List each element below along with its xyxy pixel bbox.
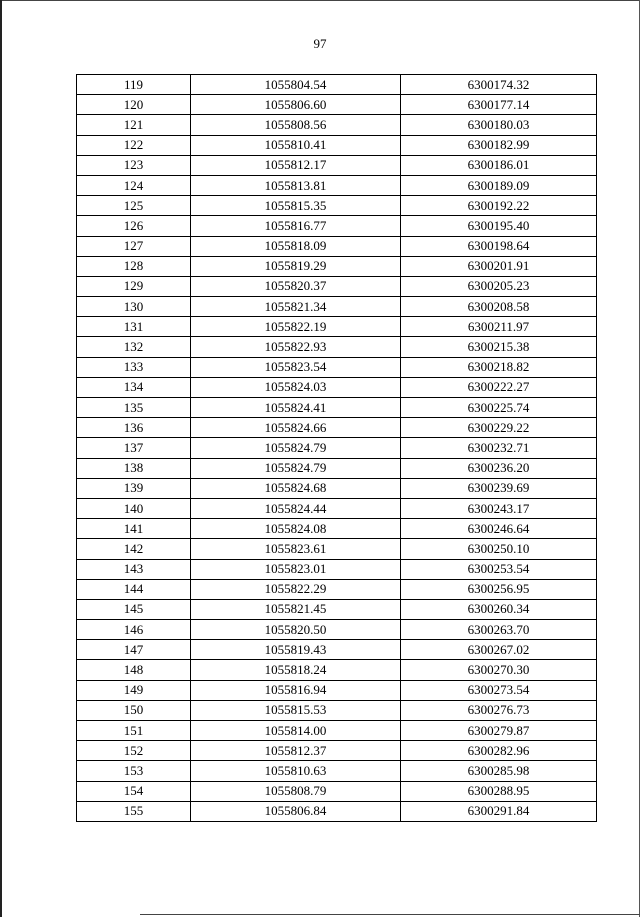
x-coordinate-cell: 1055812.37	[191, 741, 401, 761]
x-coordinate-cell: 1055824.66	[191, 418, 401, 438]
table-row	[77, 337, 597, 357]
table-row	[77, 155, 597, 175]
table-row	[77, 620, 597, 640]
point-number-cell: 151	[77, 721, 191, 741]
y-coordinate-cell: 6300195.40	[401, 216, 597, 236]
table-row	[77, 135, 597, 155]
point-number-cell: 154	[77, 781, 191, 801]
y-coordinate-cell: 6300232.71	[401, 438, 597, 458]
table-row	[77, 680, 597, 700]
point-number-cell: 119	[77, 75, 191, 95]
point-number-cell: 130	[77, 297, 191, 317]
y-coordinate-cell: 6300273.54	[401, 680, 597, 700]
x-coordinate-cell: 1055816.94	[191, 680, 401, 700]
x-coordinate-cell: 1055823.61	[191, 539, 401, 559]
y-coordinate-cell: 6300250.10	[401, 539, 597, 559]
y-coordinate-cell: 6300182.99	[401, 135, 597, 155]
table-row	[77, 196, 597, 216]
x-coordinate-cell: 1055824.08	[191, 519, 401, 539]
point-number-cell: 133	[77, 357, 191, 377]
y-coordinate-cell: 6300218.82	[401, 357, 597, 377]
point-number-cell: 138	[77, 458, 191, 478]
table-row	[77, 761, 597, 781]
table-row	[77, 377, 597, 397]
point-number-cell: 132	[77, 337, 191, 357]
x-coordinate-cell: 1055810.41	[191, 135, 401, 155]
y-coordinate-cell: 6300192.22	[401, 196, 597, 216]
point-number-cell: 144	[77, 579, 191, 599]
point-number-cell: 136	[77, 418, 191, 438]
y-coordinate-cell: 6300215.38	[401, 337, 597, 357]
x-coordinate-cell: 1055820.50	[191, 620, 401, 640]
y-coordinate-cell: 6300225.74	[401, 398, 597, 418]
table-row	[77, 357, 597, 377]
table-row	[77, 398, 597, 418]
table-row	[77, 115, 597, 135]
point-number-cell: 148	[77, 660, 191, 680]
point-number-cell: 129	[77, 276, 191, 296]
point-number-cell: 153	[77, 761, 191, 781]
table-row	[77, 478, 597, 498]
x-coordinate-cell: 1055821.34	[191, 297, 401, 317]
table-row	[77, 256, 597, 276]
y-coordinate-cell: 6300189.09	[401, 175, 597, 195]
table-row	[77, 236, 597, 256]
x-coordinate-cell: 1055821.45	[191, 599, 401, 619]
table-row	[77, 801, 597, 821]
table-row	[77, 559, 597, 579]
x-coordinate-cell: 1055824.68	[191, 478, 401, 498]
y-coordinate-cell: 6300267.02	[401, 640, 597, 660]
table-row	[77, 276, 597, 296]
point-number-cell: 123	[77, 155, 191, 175]
y-coordinate-cell: 6300270.30	[401, 660, 597, 680]
point-number-cell: 122	[77, 135, 191, 155]
point-number-cell: 155	[77, 801, 191, 821]
x-coordinate-cell: 1055804.54	[191, 75, 401, 95]
y-coordinate-cell: 6300208.58	[401, 297, 597, 317]
table-row	[77, 741, 597, 761]
table-row	[77, 721, 597, 741]
point-number-cell: 149	[77, 680, 191, 700]
x-coordinate-cell: 1055824.79	[191, 438, 401, 458]
table-body	[77, 75, 597, 822]
x-coordinate-cell: 1055813.81	[191, 175, 401, 195]
x-coordinate-cell: 1055818.09	[191, 236, 401, 256]
y-coordinate-cell: 6300177.14	[401, 95, 597, 115]
x-coordinate-cell: 1055823.01	[191, 559, 401, 579]
table-row	[77, 599, 597, 619]
table-row	[77, 317, 597, 337]
x-coordinate-cell: 1055822.29	[191, 579, 401, 599]
point-number-cell: 121	[77, 115, 191, 135]
y-coordinate-cell: 6300253.54	[401, 559, 597, 579]
y-coordinate-cell: 6300291.84	[401, 801, 597, 821]
table-row	[77, 700, 597, 720]
y-coordinate-cell: 6300276.73	[401, 700, 597, 720]
table-row	[77, 297, 597, 317]
x-coordinate-cell: 1055820.37	[191, 276, 401, 296]
x-coordinate-cell: 1055819.29	[191, 256, 401, 276]
y-coordinate-cell: 6300263.70	[401, 620, 597, 640]
y-coordinate-cell: 6300180.03	[401, 115, 597, 135]
x-coordinate-cell: 1055824.79	[191, 458, 401, 478]
y-coordinate-cell: 6300205.23	[401, 276, 597, 296]
x-coordinate-cell: 1055824.44	[191, 498, 401, 518]
point-number-cell: 128	[77, 256, 191, 276]
coordinates-table	[76, 74, 597, 822]
x-coordinate-cell: 1055812.17	[191, 155, 401, 175]
table-row	[77, 498, 597, 518]
point-number-cell: 137	[77, 438, 191, 458]
table-row	[77, 539, 597, 559]
point-number-cell: 124	[77, 175, 191, 195]
table-row	[77, 579, 597, 599]
point-number-cell: 139	[77, 478, 191, 498]
point-number-cell: 131	[77, 317, 191, 337]
x-coordinate-cell: 1055808.79	[191, 781, 401, 801]
x-coordinate-cell: 1055824.03	[191, 377, 401, 397]
table-row	[77, 216, 597, 236]
point-number-cell: 142	[77, 539, 191, 559]
point-number-cell: 141	[77, 519, 191, 539]
x-coordinate-cell: 1055816.77	[191, 216, 401, 236]
x-coordinate-cell: 1055822.93	[191, 337, 401, 357]
table-row	[77, 660, 597, 680]
point-number-cell: 147	[77, 640, 191, 660]
y-coordinate-cell: 6300236.20	[401, 458, 597, 478]
scan-border-top	[0, 0, 640, 1]
point-number-cell: 127	[77, 236, 191, 256]
y-coordinate-cell: 6300288.95	[401, 781, 597, 801]
y-coordinate-cell: 6300186.01	[401, 155, 597, 175]
y-coordinate-cell: 6300201.91	[401, 256, 597, 276]
point-number-cell: 152	[77, 741, 191, 761]
x-coordinate-cell: 1055818.24	[191, 660, 401, 680]
x-coordinate-cell: 1055819.43	[191, 640, 401, 660]
x-coordinate-cell: 1055806.84	[191, 801, 401, 821]
y-coordinate-cell: 6300198.64	[401, 236, 597, 256]
y-coordinate-cell: 6300256.95	[401, 579, 597, 599]
x-coordinate-cell: 1055814.00	[191, 721, 401, 741]
point-number-cell: 140	[77, 498, 191, 518]
table-row	[77, 640, 597, 660]
y-coordinate-cell: 6300285.98	[401, 761, 597, 781]
x-coordinate-cell: 1055822.19	[191, 317, 401, 337]
x-coordinate-cell: 1055815.35	[191, 196, 401, 216]
y-coordinate-cell: 6300211.97	[401, 317, 597, 337]
x-coordinate-cell: 1055808.56	[191, 115, 401, 135]
y-coordinate-cell: 6300282.96	[401, 741, 597, 761]
scan-border-bottom	[140, 914, 640, 915]
x-coordinate-cell: 1055815.53	[191, 700, 401, 720]
table-row	[77, 438, 597, 458]
y-coordinate-cell: 6300279.87	[401, 721, 597, 741]
y-coordinate-cell: 6300229.22	[401, 418, 597, 438]
y-coordinate-cell: 6300260.34	[401, 599, 597, 619]
scan-border-left	[0, 0, 2, 917]
y-coordinate-cell: 6300246.64	[401, 519, 597, 539]
point-number-cell: 143	[77, 559, 191, 579]
x-coordinate-cell: 1055810.63	[191, 761, 401, 781]
x-coordinate-cell: 1055824.41	[191, 398, 401, 418]
point-number-cell: 120	[77, 95, 191, 115]
table-row	[77, 418, 597, 438]
point-number-cell: 150	[77, 700, 191, 720]
page-number: 97	[313, 36, 327, 51]
y-coordinate-cell: 6300239.69	[401, 478, 597, 498]
y-coordinate-cell: 6300243.17	[401, 498, 597, 518]
point-number-cell: 146	[77, 620, 191, 640]
table-row	[77, 458, 597, 478]
point-number-cell: 135	[77, 398, 191, 418]
y-coordinate-cell: 6300222.27	[401, 377, 597, 397]
table-row	[77, 175, 597, 195]
y-coordinate-cell: 6300174.32	[401, 75, 597, 95]
point-number-cell: 145	[77, 599, 191, 619]
point-number-cell: 125	[77, 196, 191, 216]
table-row	[77, 519, 597, 539]
table-row	[77, 75, 597, 95]
x-coordinate-cell: 1055806.60	[191, 95, 401, 115]
table-row	[77, 781, 597, 801]
table-row	[77, 95, 597, 115]
x-coordinate-cell: 1055823.54	[191, 357, 401, 377]
point-number-cell: 134	[77, 377, 191, 397]
point-number-cell: 126	[77, 216, 191, 236]
